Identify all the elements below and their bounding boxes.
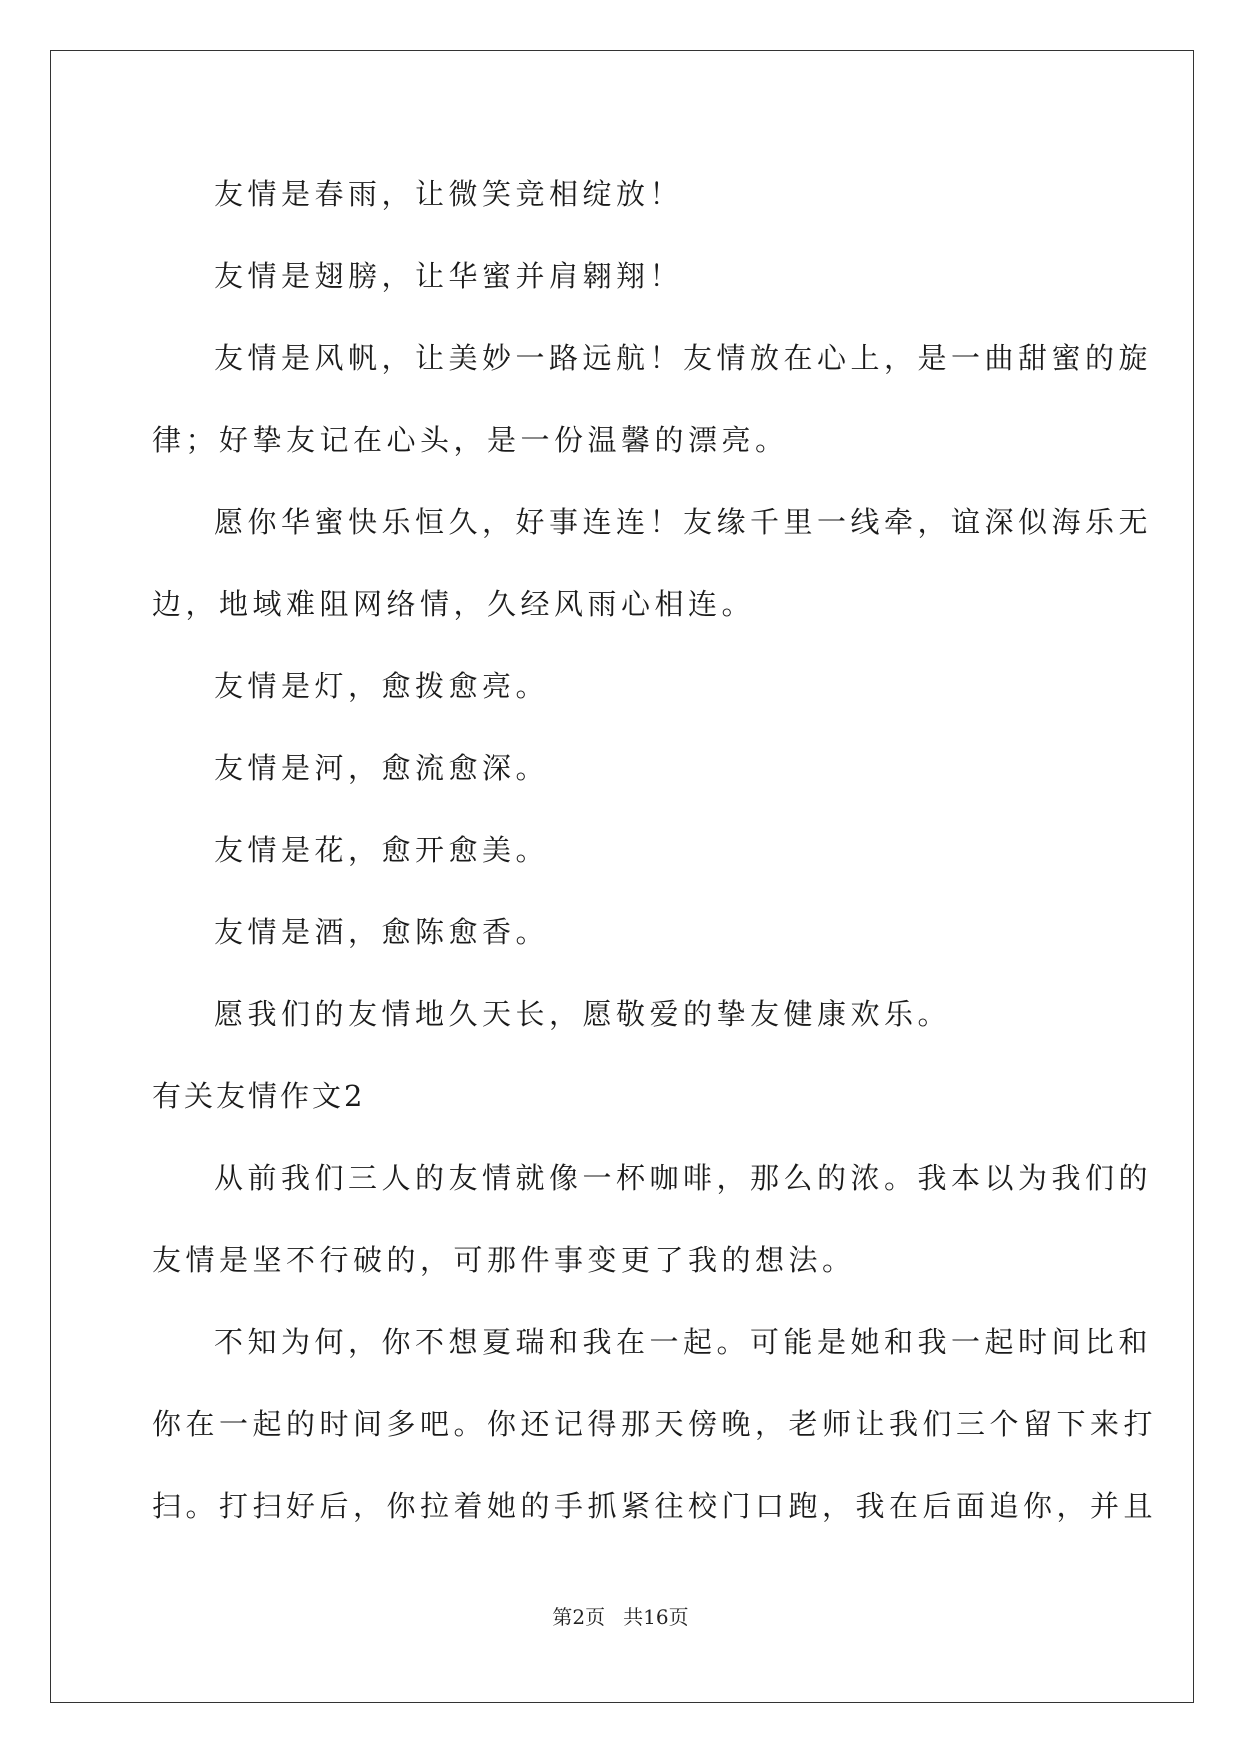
paragraph-line: 友情是坚不行破的，可那件事变更了我的想法。: [152, 1243, 856, 1277]
paragraph-line: 愿我们的友情地久天长，愿敬爱的挚友健康欢乐。: [214, 997, 952, 1031]
section-heading: 有关友情作文2: [152, 1079, 366, 1113]
paragraph-line: 你在一起的时间多吧。你还记得那天傍晚，老师让我们三个留下来打: [152, 1407, 1158, 1441]
paragraph-line: 从前我们三人的友情就像一杯咖啡，那么的浓。我本以为我们的: [214, 1161, 1153, 1195]
paragraph-line: 友情是风帆，让美妙一路远航！友情放在心上，是一曲甜蜜的旋: [214, 341, 1153, 375]
page-footer: [0, 1601, 1241, 1630]
paragraph-line: 友情是酒，愈陈愈香。: [214, 915, 550, 949]
paragraph-line: 友情是春雨，让微笑竞相绽放！: [214, 177, 684, 211]
page-number: 第2页: [552, 1605, 606, 1629]
paragraph-line: 愿你华蜜快乐恒久，好事连连！友缘千里一线牵，谊深似海乐无: [214, 505, 1153, 539]
paragraph-line: 友情是灯，愈拨愈亮。: [214, 669, 550, 703]
paragraph-line: 边，地域难阻网络情，久经风雨心相连。: [152, 587, 756, 621]
paragraph-line: 律；好挚友记在心头，是一份温馨的漂亮。: [152, 423, 789, 457]
paragraph-line: 友情是花，愈开愈美。: [214, 833, 550, 867]
paragraph-line: 友情是翅膀，让华蜜并肩翱翔！: [214, 259, 684, 293]
paragraph-line: 不知为何，你不想夏瑞和我在一起。可能是她和我一起时间比和: [214, 1325, 1153, 1359]
paragraph-line: 扫。打扫好后，你拉着她的手抓紧往校门口跑，我在后面追你，并且: [152, 1489, 1158, 1523]
document-body: [152, 166, 1158, 1560]
page-total: 共16页: [623, 1605, 689, 1629]
paragraph-line: 友情是河，愈流愈深。: [214, 751, 550, 785]
